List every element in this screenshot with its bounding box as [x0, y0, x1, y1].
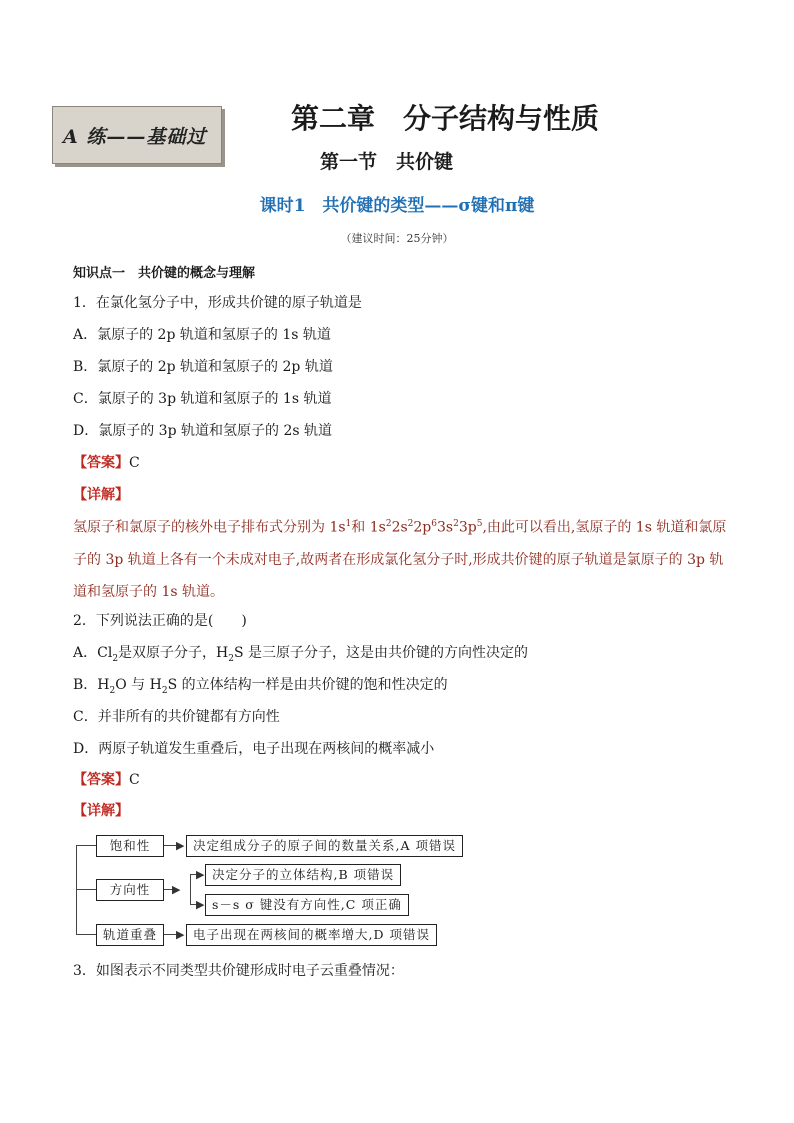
- q1-detail-label: 【详解】: [73, 487, 129, 503]
- q1-detail-text: 氢原子和氯原子的核外电子排布式分别为 $1s^1$和 $1s^22s^22p^63s^23p^5$,由此可以看出,氢原子的 1s 轨道和氯原子的 3p 轨道上各有一个未成对电子,故两者在形成氯化氢分子时,形成共价键的原子轨道是氯原子的 3p 轨道和氢原子的 1s 轨道。: [73, 519, 727, 600]
- knowledge-point-heading: 知识点一 共价键的概念与理解: [73, 266, 256, 281]
- suggested-time: （建议时间：25分钟）: [340, 232, 454, 245]
- saturation-box: 饱和性: [96, 835, 164, 857]
- q2-stem: 2．下列说法正确的是( ): [73, 613, 247, 629]
- direction-desc-1-box: 决定分子的立体结构,B 项错误: [205, 864, 401, 886]
- q2-detail-label: 【详解】: [73, 803, 129, 819]
- direction-desc-2-box: s－s σ 键没有方向性,C 项正确: [205, 894, 409, 916]
- q1-option-c: C．氯原子的 3p 轨道和氢原子的 1s 轨道: [73, 391, 332, 407]
- q1-stem: 1．在氯化氢分子中，形成共价键的原子轨道是: [73, 295, 362, 311]
- arrow-icon: ▶: [176, 839, 185, 852]
- direction-box: 方向性: [96, 879, 164, 901]
- saturation-desc-box: 决定组成分子的原子间的数量关系,A 项错误: [186, 835, 463, 857]
- q3-stem: 3．如图表示不同类型共价键形成时电子云重叠情况：: [73, 963, 404, 979]
- lesson-title: 课时1 共价键的类型——σ键和π键: [259, 196, 535, 216]
- q2-option-c: C．并非所有的共价键都有方向性: [73, 709, 280, 725]
- answer-label: 【答案】: [73, 455, 129, 471]
- q1-answer: [73, 452, 140, 472]
- section-title: 第一节 共价键: [320, 151, 454, 173]
- q1-option-b: B．氯原子的 2p 轨道和氢原子的 2p 轨道: [73, 359, 333, 375]
- answer-value: C: [129, 455, 140, 471]
- overlap-box: 轨道重叠: [96, 924, 164, 946]
- q2-option-a: A．$Cl_2$是双原子分子，$H_2S$ 是三原子分子，这是由共价键的方向性决定的: [73, 645, 529, 664]
- arrow-icon: ▶: [176, 928, 185, 941]
- arrow-icon: ▶: [196, 898, 205, 911]
- arrow-icon: ▶: [196, 868, 205, 881]
- chapter-title: 第二章 分子结构与性质: [290, 102, 599, 135]
- q2-answer: 【答案】C: [73, 772, 140, 788]
- q1-option-d: D．氯原子的 3p 轨道和氢原子的 2s 轨道: [73, 423, 332, 439]
- q2-option-d: D．两原子轨道发生重叠后，电子出现在两核间的概率减小: [73, 741, 435, 757]
- q1-option-a: A．氯原子的 2p 轨道和氢原子的 1s 轨道: [73, 327, 331, 343]
- q2-option-b: B．$H_2O$ 与 $H_2S$ 的立体结构一样是由共价键的饱和性决定的: [73, 677, 448, 696]
- badge-text: A 练——基础过: [63, 126, 207, 148]
- arrow-icon: ▶: [172, 883, 181, 896]
- overlap-desc-box: 电子出现在两核间的概率增大,D 项错误: [186, 924, 437, 946]
